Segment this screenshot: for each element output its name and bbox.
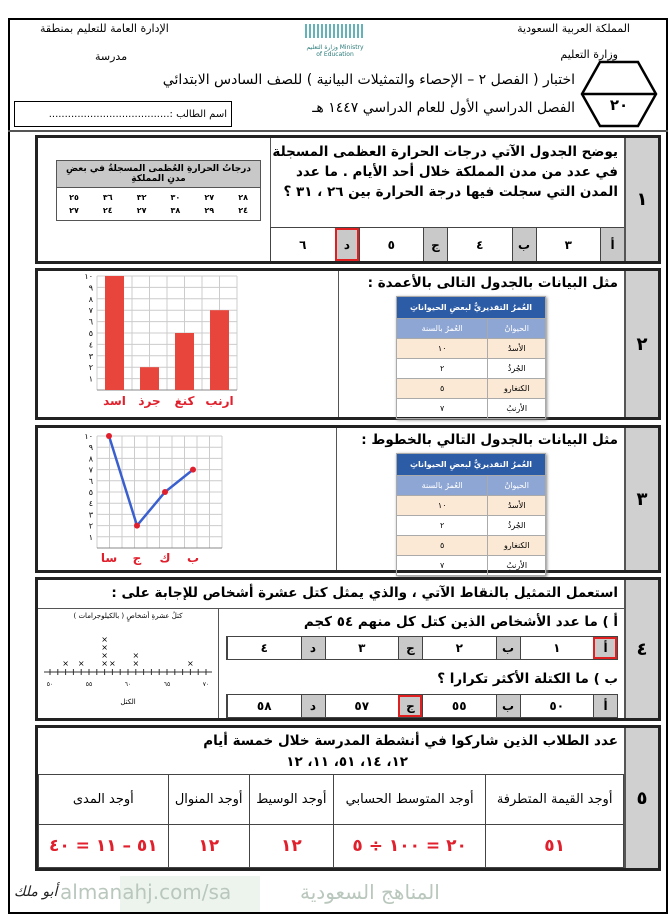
dot-x-mark: × [132, 659, 140, 668]
answer-options-b [226, 694, 618, 718]
animal-name: الكنغارو [488, 379, 546, 399]
bar [140, 367, 159, 390]
table-row [397, 556, 546, 576]
score-value: ٢٠ [609, 96, 629, 114]
statistics-table [38, 774, 624, 868]
data-point [190, 467, 196, 473]
question-a-text: أ ) ما عدد الأشخاص الذين كتل كل منهم ٥٤ كجم [303, 614, 618, 630]
dot-x-mark: × [132, 651, 140, 660]
question-data: ١٢، ١٤، ٥١، ١١، ١٢ [286, 754, 408, 770]
option-letter[interactable]: ج [398, 695, 422, 717]
y-tick-label: ٩ [88, 443, 93, 453]
option-letter[interactable]: ب [496, 695, 520, 717]
y-tick-label: ٢ [88, 521, 93, 531]
y-tick-label: ٨ [88, 454, 93, 464]
y-tick-label: ٩ [88, 283, 93, 293]
table-cell: ٣٢ [136, 193, 147, 202]
logo-text: وزارة التعليم Ministry of Education [306, 44, 364, 58]
y-tick-label: ٤ [88, 340, 93, 350]
handwritten-category-label: جرذ [138, 394, 161, 408]
table-cell: ٢٧ [136, 206, 147, 215]
data-point [106, 433, 112, 439]
temperature-table [56, 160, 261, 221]
dot-x-mark: × [62, 659, 69, 668]
option-letter[interactable]: ب [512, 228, 536, 261]
y-tick-label: ٥ [88, 329, 93, 338]
x-tick-label: ٥٠ [46, 681, 54, 688]
header-age: العُمرُ بالسنة [397, 476, 488, 496]
animal-age: ١٠ [397, 496, 488, 516]
table-row [397, 359, 546, 379]
y-tick-label: ٥ [88, 488, 93, 497]
question-text: عدد الطلاب الذين شاركوا في أنشطة المدرسة خلال خمسة أيام [203, 733, 618, 749]
dot-x-mark: × [187, 659, 194, 668]
question-number: ٢ [624, 271, 658, 417]
question-number: ٤ [624, 580, 658, 718]
table-cell: ٣٠ [170, 193, 181, 202]
table-row [397, 516, 546, 536]
y-tick-label: ١ [88, 532, 93, 542]
option-letter[interactable]: ج [423, 228, 447, 261]
option-value[interactable]: ٤ [447, 228, 512, 261]
y-tick-label: ٢ [88, 363, 93, 373]
animal-age-table [396, 296, 546, 419]
admin-label: الإدارة العامة للتعليم بمنطقة [40, 22, 169, 35]
option-letter[interactable]: أ [593, 637, 617, 659]
data-point [134, 523, 140, 529]
table-cell: ٣٦ [102, 193, 113, 202]
dot-x-mark: × [101, 643, 108, 652]
question-text: يوضح الجدول الآتي درجات الحرارة العظمى المسجلة في عدد من مدن المملكة خلال أحد الأيام . ما عدد المدن التي سجلت فيها درجة الحرارة بين ٢٦ ، ٣١ ؟ [272, 144, 618, 200]
x-tick-label: ٦٥ [163, 681, 171, 688]
bar [105, 276, 124, 390]
animal-age: ٧ [397, 556, 488, 576]
animal-age: ٧ [397, 399, 488, 419]
watermark-name: المناهج السعودية [300, 880, 440, 904]
dot-plot [40, 624, 216, 694]
ministry-label: وزارة التعليم [560, 48, 618, 61]
option-value[interactable]: ٥٥ [422, 695, 496, 717]
question-b-text: ب ) ما الكتلة الأكثر تكرارا ؟ [437, 671, 618, 687]
option-value[interactable]: ٢ [422, 637, 496, 659]
handwritten-answer: ٥١ [486, 825, 624, 868]
answer-options [270, 227, 624, 261]
school-label: مدرسة [95, 50, 128, 63]
option-value[interactable]: ٣ [536, 228, 601, 261]
table-row [397, 496, 546, 516]
table-row [397, 536, 546, 556]
question-number: ١ [624, 138, 658, 261]
animal-name: الجُرذُ [488, 516, 546, 536]
exam-title: اختبار ( الفصل ٢ – الإحصاء والتمثيلات البيانية ) للصف السادس الابتدائي [162, 72, 575, 88]
table-row [57, 191, 260, 204]
y-tick-label: ٨ [88, 294, 93, 304]
dot-plot-xlabel: الكتل [120, 698, 136, 706]
data-point [162, 489, 168, 495]
y-tick-label: ١٠ [84, 432, 93, 441]
ministry-logo [305, 24, 365, 58]
animal-age: ١٠ [397, 339, 488, 359]
option-letter[interactable]: ج [398, 637, 422, 659]
table-row [397, 339, 546, 359]
student-name-label: اسم الطالب : [169, 108, 227, 120]
table-cell: ٢٤ [238, 206, 248, 215]
table-title: العُمرُ التقديريُّ لبعضِ الحيواناتِ [397, 454, 546, 476]
handwritten-category-label: ارنب [205, 394, 234, 408]
animal-name: الأسدُ [488, 496, 546, 516]
header-animal: الحيوانُ [488, 476, 546, 496]
y-tick-label: ٤ [88, 499, 93, 509]
animal-age: ٥ [397, 536, 488, 556]
table-row [57, 204, 260, 217]
question-text: استعمل التمثيل بالنقاط الآتي ، والذي يمثل كتل عشرة أشخاص للإجابة على : [111, 585, 618, 601]
table-cell: ٣٨ [170, 206, 181, 215]
handwritten-category-label: ج [132, 551, 142, 565]
watermark-url: almanahj.com/sa [60, 880, 232, 904]
y-tick-label: ١ [88, 374, 93, 384]
handwritten-category-label: ك [159, 551, 171, 565]
dot-x-mark: × [109, 659, 116, 668]
option-value[interactable]: ٥ [359, 228, 424, 261]
question-5 [35, 725, 661, 871]
handwritten-category-label: اسد [103, 394, 126, 408]
animal-name: الأرنبُ [488, 399, 546, 419]
table-header: أوجد المدى [39, 775, 169, 825]
handwritten-answer: ٢٠ = ١٠٠ ÷ ٥ [333, 825, 485, 868]
table-cell: ٢٧ [204, 193, 215, 202]
y-tick-label: ٣ [88, 351, 93, 361]
animal-age: ٢ [397, 516, 488, 536]
table-cell: ٢٨ [238, 193, 248, 202]
bar [175, 333, 194, 390]
header-age: العُمرُ بالسنة [397, 319, 488, 339]
option-letter[interactable]: د [335, 228, 359, 261]
header-animal: الحيوانُ [488, 319, 546, 339]
signature: أبو ملك [14, 884, 58, 900]
y-tick-label: ٧ [88, 465, 93, 475]
animal-name: الجُرذُ [488, 359, 546, 379]
table-cell: ٢٤ [102, 206, 113, 215]
dot-x-mark: × [101, 659, 108, 668]
option-value[interactable]: ٥٧ [325, 695, 399, 717]
option-value[interactable]: ٣ [325, 637, 399, 659]
x-tick-label: ٥٥ [85, 681, 93, 688]
animal-name: الأسدُ [488, 339, 546, 359]
question-text: مثل البيانات بالجدول التالي بالخطوط : [361, 432, 618, 448]
animal-age: ٢ [397, 359, 488, 379]
question-3 [35, 425, 661, 573]
dot-plot-title: كتلُ عشرةِ أشخاصٍ ( بالكيلوجرامات ) [73, 612, 183, 620]
option-value[interactable]: ٥٠ [520, 695, 594, 717]
option-value[interactable]: ٥٨ [227, 695, 301, 717]
dot-x-mark: × [77, 659, 85, 668]
table-row [397, 399, 546, 419]
student-name-value: ...................................... [48, 108, 170, 120]
animal-name: الكنغارو [488, 536, 546, 556]
line-chart [83, 428, 243, 570]
option-value[interactable]: ٦ [270, 228, 335, 261]
handwritten-answer: ١٢ [249, 825, 333, 868]
table-cell: ٢٩ [204, 206, 215, 215]
y-tick-label: ٦ [88, 476, 93, 486]
dot-x-mark: × [101, 635, 108, 644]
option-letter[interactable]: د [301, 695, 325, 717]
table-header: أوجد المتوسط الحسابي [333, 775, 485, 825]
table-row [397, 379, 546, 399]
table-cell: ٢٧ [69, 206, 79, 215]
handwritten-answer: ٥١ – ١١ = ٤٠ [39, 825, 169, 868]
question-number: ٣ [624, 428, 658, 570]
handwritten-answer: ١٢ [168, 825, 249, 868]
table-title: درجاتُ الحرارةِ العُظمى المسجلةُ في بعضِ مدنِ المملكةِ [57, 161, 260, 188]
question-4 [35, 577, 661, 721]
option-letter[interactable]: أ [600, 228, 624, 261]
bar [210, 310, 229, 390]
animal-name: الأرنبُ [488, 556, 546, 576]
question-text: مثل البيانات بالجدول التالى بالأعمدة : [367, 275, 618, 291]
y-tick-label: ٣ [88, 510, 93, 520]
option-value[interactable]: ١ [520, 637, 594, 659]
table-header: أوجد المنوال [168, 775, 249, 825]
question-2 [35, 268, 661, 420]
x-tick-label: ٦٠ [124, 681, 132, 688]
table-header: أوجد القيمة المتطرفة [486, 775, 624, 825]
option-value[interactable]: ٤ [227, 637, 301, 659]
student-name-field[interactable] [14, 101, 232, 127]
option-letter[interactable]: د [301, 637, 325, 659]
table-header: أوجد الوسيط [249, 775, 333, 825]
term-label: الفصل الدراسي الأول للعام الدراسي ١٤٤٧ هـ [312, 100, 575, 116]
dot-x-mark: × [101, 651, 108, 660]
y-tick-label: ٧ [88, 306, 93, 316]
handwritten-category-label: كنغ [174, 394, 195, 408]
animal-age: ٥ [397, 379, 488, 399]
question-1 [35, 135, 661, 264]
question-number: ٥ [624, 728, 658, 868]
handwritten-category-label: ب [186, 551, 200, 565]
y-tick-label: ١٠ [84, 272, 93, 281]
kingdom-label: المملكة العربية السعودية [517, 22, 630, 35]
option-letter[interactable]: أ [593, 695, 617, 717]
animal-age-table [396, 453, 546, 576]
answer-options-a [226, 636, 618, 660]
bar-chart [83, 271, 243, 417]
x-tick-label: ٧٠ [202, 681, 210, 688]
table-title: العُمرُ التقديريُّ لبعضِ الحيواناتِ [397, 297, 546, 319]
score-hexagon [580, 60, 658, 128]
handwritten-category-label: سا [100, 551, 118, 565]
option-letter[interactable]: ب [496, 637, 520, 659]
table-cell: ٢٥ [69, 193, 79, 202]
y-tick-label: ٦ [88, 317, 93, 327]
